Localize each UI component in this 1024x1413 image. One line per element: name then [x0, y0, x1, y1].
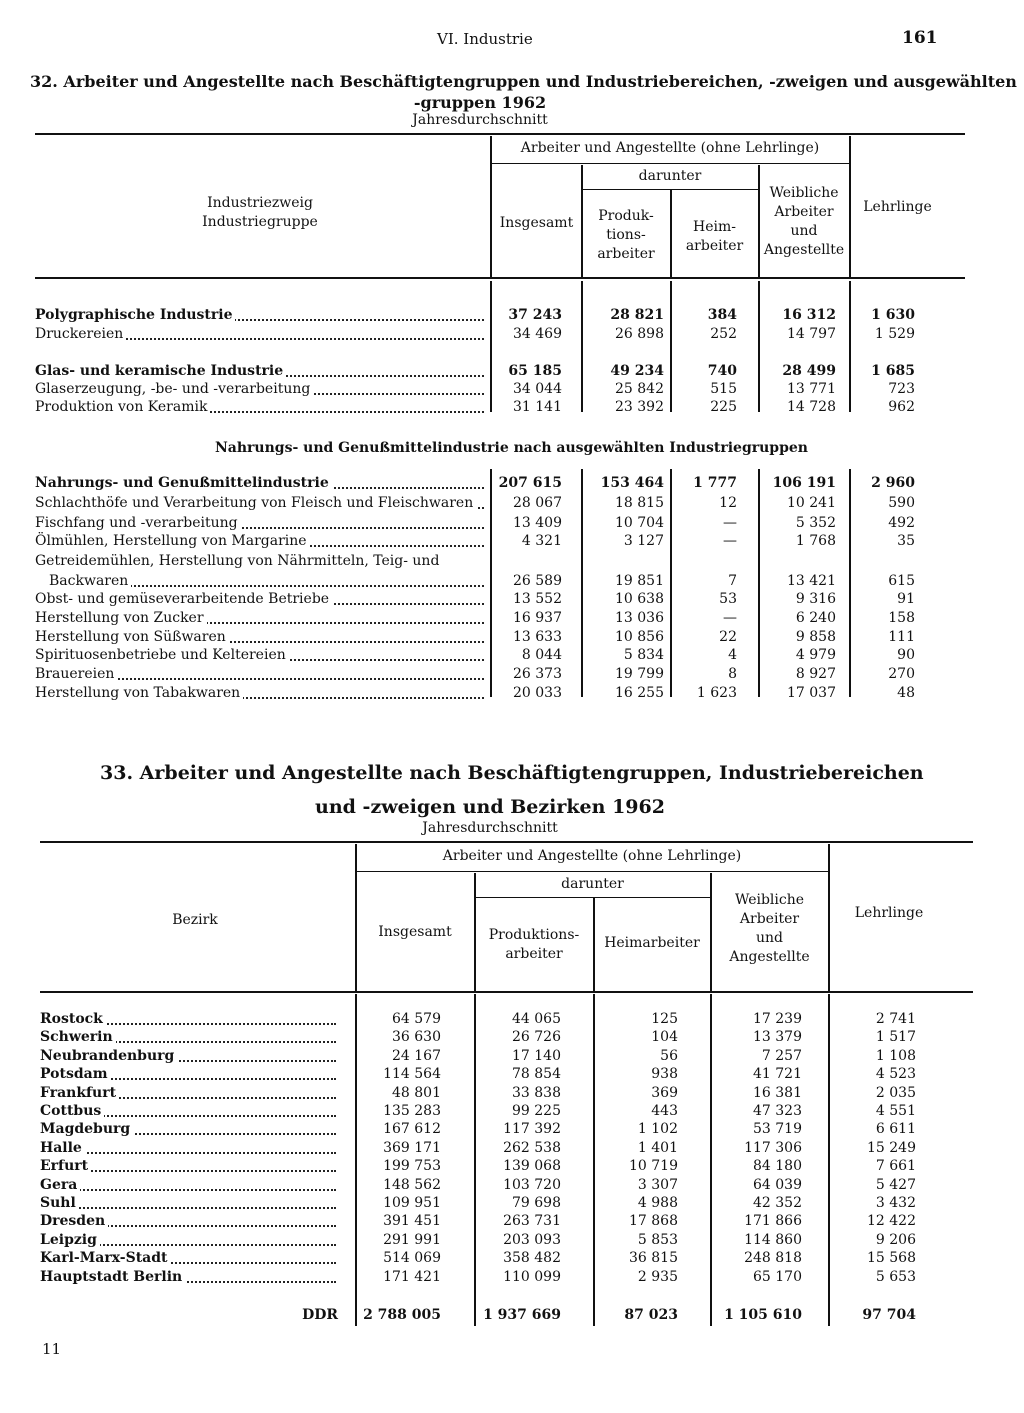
table32-cell-lehrlinge: 91: [897, 591, 915, 607]
table33-cell-heimarbeiter: 5 853: [637, 1232, 678, 1248]
table32-cell-heimarbeiter: 4: [728, 647, 737, 663]
table32-row-label: [35, 665, 484, 683]
table32-cell-lehrlinge: 590: [888, 495, 915, 511]
table33-prod-header: [475, 926, 593, 964]
running-head: VI. Industrie: [437, 30, 533, 48]
table33-row-label: [40, 1028, 336, 1046]
table33-cell-produktionsarbeiter: 17 140: [512, 1048, 561, 1064]
table33-cell-insgesamt: 291 991: [383, 1232, 441, 1248]
table33-group-rule: [356, 871, 828, 872]
table32-cell-weibliche: 14 728: [787, 399, 836, 415]
table33-cell-weibliche: 17 239: [753, 1011, 802, 1027]
table33-cell-insgesamt: 135 283: [383, 1103, 441, 1119]
table32-cell-weibliche: 13 421: [787, 573, 836, 589]
table33-title-line1: 33. Arbeiter und Angestellte nach Beschäftigtengruppen, Industriebereichen: [100, 762, 924, 784]
table33-row-label: [40, 1176, 336, 1194]
table33-cell-weibliche: 114 860: [744, 1232, 802, 1248]
table33-cell-produktionsarbeiter: 117 392: [503, 1121, 561, 1137]
table33-cell-lehrlinge: 2 741: [875, 1011, 916, 1027]
table33-cell-heimarbeiter: 2 935: [637, 1269, 678, 1285]
table32-cell-produktionsarbeiter: 28 821: [610, 307, 664, 323]
row-label-text: Glas- und keramische Industrie: [35, 363, 286, 379]
table32-cell-lehrlinge: 615: [888, 573, 915, 589]
table32-cell-heimarbeiter: 8: [728, 666, 737, 682]
table32-cell-insgesamt: 20 033: [513, 685, 562, 701]
table33-total-produktionsarbeiter: 1 937 669: [483, 1307, 561, 1323]
row-label-text: Glaserzeugung, -be- und -verarbeitung: [35, 381, 313, 397]
table32-cell-heimarbeiter: —: [723, 515, 737, 531]
table33-head-rule: [40, 991, 973, 993]
table32-cell-heimarbeiter: 1 777: [693, 475, 737, 491]
row-label-text: Schlachthöfe und Verarbeitung von Fleisch und Fleischwaren: [35, 495, 476, 511]
table33-cell-produktionsarbeiter: 33 838: [512, 1085, 561, 1101]
row-label-text: Polygraphische Industrie: [35, 307, 235, 323]
table33-top-rule: [40, 841, 973, 843]
table33-cell-insgesamt: 48 801: [392, 1085, 441, 1101]
stub-line: Industriegruppe: [202, 214, 318, 230]
table32-cell-produktionsarbeiter: 23 392: [615, 399, 664, 415]
table33-cell-weibliche: 53 719: [753, 1121, 802, 1137]
table33-cell-insgesamt: 391 451: [383, 1213, 441, 1229]
table33-cell-heimarbeiter: 125: [651, 1011, 678, 1027]
header-line: Produk-: [598, 208, 654, 224]
table33-cell-produktionsarbeiter: 79 698: [512, 1195, 561, 1211]
header-line: tions-: [606, 227, 646, 243]
table32-row-label: [35, 362, 484, 380]
table32-group-rule: [491, 163, 849, 164]
table33-cell-weibliche: 41 721: [753, 1066, 802, 1082]
table33-cell-insgesamt: 114 564: [383, 1066, 441, 1082]
table32-cell-insgesamt: 26 373: [513, 666, 562, 682]
header-line: Weibliche: [769, 185, 839, 201]
table32-cell-insgesamt: 207 615: [498, 475, 562, 491]
table32-cell-insgesamt: 65 185: [508, 363, 562, 379]
row-label-text: Halle: [40, 1140, 85, 1156]
row-label-text: Neubrandenburg: [40, 1048, 177, 1064]
table33-cell-produktionsarbeiter: 203 093: [503, 1232, 561, 1248]
header-line: arbeiter: [685, 238, 744, 254]
table32-cell-insgesamt: 13 552: [513, 591, 562, 607]
table32-weibl-header: [759, 184, 849, 260]
table33-cell-heimarbeiter: 104: [651, 1029, 678, 1045]
table32-cell-weibliche: 6 240: [795, 610, 836, 626]
table32-cell-produktionsarbeiter: 3 127: [623, 533, 664, 549]
table32-cell-produktionsarbeiter: 10 704: [615, 515, 664, 531]
table33-cell-produktionsarbeiter: 263 731: [503, 1213, 561, 1229]
row-label-text: Leipzig: [40, 1232, 100, 1248]
table32-cell-weibliche: 5 352: [795, 515, 836, 531]
table32-cell-heimarbeiter: 7: [728, 573, 737, 589]
table32-row-label: [35, 514, 484, 532]
table33-cell-insgesamt: 109 951: [383, 1195, 441, 1211]
table33-total-label: DDR: [302, 1307, 338, 1323]
table33-row-label: [40, 1194, 336, 1212]
table32-cell-lehrlinge: 35: [897, 533, 915, 549]
table32-cell-produktionsarbeiter: 19 851: [615, 573, 664, 589]
table33-cell-weibliche: 64 039: [753, 1177, 802, 1193]
table32-darunter-header: darunter: [638, 168, 702, 184]
table32-stub-header: [160, 194, 360, 232]
table33-cell-insgesamt: 167 612: [383, 1121, 441, 1137]
header-line: arbeiter: [597, 246, 655, 262]
table32-row-label: [35, 325, 484, 343]
table32-row-label: [35, 684, 484, 702]
table33-cell-lehrlinge: 15 249: [867, 1140, 916, 1156]
table33-cell-lehrlinge: 15 568: [867, 1250, 916, 1266]
row-label-text: Frankfurt: [40, 1085, 119, 1101]
row-label-text: Karl-Marx-Stadt: [40, 1250, 171, 1266]
header-line: Angestellte: [729, 949, 810, 965]
header-line: Angestellte: [763, 242, 845, 258]
table33-total-heimarbeiter: 87 023: [624, 1307, 678, 1323]
table33-cell-produktionsarbeiter: 103 720: [503, 1177, 561, 1193]
table32-cell-insgesamt: 26 589: [513, 573, 562, 589]
table32-section-heading: Nahrungs- und Genußmittelindustrie nach ausgewählten Industriegruppen: [215, 440, 808, 456]
row-label-text: Brauereien: [35, 666, 117, 682]
table32-cell-insgesamt: 34 044: [513, 381, 562, 397]
table33-row-label: [40, 1231, 336, 1249]
table32-row-label: [49, 572, 484, 590]
table33-cell-lehrlinge: 4 523: [875, 1066, 916, 1082]
table32-cell-insgesamt: 8 044: [521, 647, 562, 663]
table33-row-label: [40, 1120, 336, 1138]
row-label-text: Ölmühlen, Herstellung von Margarine: [35, 533, 310, 549]
table32-cell-insgesamt: 31 141: [513, 399, 562, 415]
table32-subtitle: Jahresdurchschnitt: [412, 112, 548, 128]
row-label-text: Produktion von Keramik: [35, 399, 210, 415]
table33-cell-produktionsarbeiter: 99 225: [512, 1103, 561, 1119]
row-label-text: Herstellung von Tabakwaren: [35, 685, 243, 701]
table33-cell-lehrlinge: 2 035: [875, 1085, 916, 1101]
table32-title-line1: 32. Arbeiter und Angestellte nach Beschäftigtengruppen und Industriebereichen, -zweigen und ausgewählten: [30, 72, 1017, 91]
table33-cell-produktionsarbeiter: 44 065: [512, 1011, 561, 1027]
table33-cell-weibliche: 16 381: [753, 1085, 802, 1101]
table33-cell-heimarbeiter: 4 988: [637, 1195, 678, 1211]
table32-row-label: [35, 494, 484, 512]
table33-cell-lehrlinge: 5 653: [875, 1269, 916, 1285]
table33-cell-weibliche: 42 352: [753, 1195, 802, 1211]
table32-cell-weibliche: 106 191: [772, 475, 836, 491]
table32-cell-heimarbeiter: 384: [707, 307, 737, 323]
table33-group-header: Arbeiter und Angestellte (ohne Lehrlinge): [442, 848, 742, 864]
table32-cell-produktionsarbeiter: 18 815: [615, 495, 664, 511]
table32-cell-heimarbeiter: —: [723, 610, 737, 626]
table33-total-lehrlinge: 97 704: [862, 1307, 916, 1323]
table33-cell-heimarbeiter: 3 307: [637, 1177, 678, 1193]
table32-cell-weibliche: 28 499: [782, 363, 836, 379]
table32-cell-produktionsarbeiter: 5 834: [623, 647, 664, 663]
table33-subtitle: Jahresdurchschnitt: [422, 820, 558, 836]
row-label-text: Fischfang und -verarbeitung: [35, 515, 241, 531]
row-label-text: Hauptstadt Berlin: [40, 1269, 185, 1285]
row-label-text: Backwaren: [49, 573, 131, 589]
table33-title-line2: und -zweigen und Bezirken 1962: [315, 796, 665, 818]
table33-cell-lehrlinge: 6 611: [875, 1121, 916, 1137]
table32-row-label: [35, 646, 484, 664]
table32-cell-weibliche: 17 037: [787, 685, 836, 701]
table33-cell-heimarbeiter: 938: [651, 1066, 678, 1082]
row-label-text: Dresden: [40, 1213, 108, 1229]
table33-cell-insgesamt: 148 562: [383, 1177, 441, 1193]
header-line: arbeiter: [505, 946, 563, 962]
row-label-text: Gera: [40, 1177, 80, 1193]
table33-cell-insgesamt: 36 630: [392, 1029, 441, 1045]
table32-cell-produktionsarbeiter: 25 842: [615, 381, 664, 397]
table32-darunter-rule: [582, 189, 758, 190]
table33-cell-heimarbeiter: 56: [660, 1048, 678, 1064]
row-label-text: Potsdam: [40, 1066, 111, 1082]
table33-cell-lehrlinge: 5 427: [875, 1177, 916, 1193]
table33-cell-produktionsarbeiter: 78 854: [512, 1066, 561, 1082]
table33-cell-heimarbeiter: 369: [651, 1085, 678, 1101]
table32-cell-insgesamt: 28 067: [513, 495, 562, 511]
table32-row-label: [35, 552, 484, 570]
table32-cell-lehrlinge: 48: [897, 685, 915, 701]
table32-cell-heimarbeiter: 225: [710, 399, 737, 415]
table32-row-label: [35, 380, 484, 398]
table33-cell-lehrlinge: 9 206: [875, 1232, 916, 1248]
table32-cell-lehrlinge: 2 960: [871, 475, 915, 491]
table33-cell-heimarbeiter: 443: [651, 1103, 678, 1119]
table33-vline: [355, 844, 357, 991]
table32-cell-lehrlinge: 1 630: [871, 307, 915, 323]
table32-cell-weibliche: 16 312: [782, 307, 836, 323]
header-line: Produktions-: [488, 927, 580, 943]
table33-stub-header: Bezirk: [172, 912, 218, 928]
table33-cell-heimarbeiter: 1 401: [637, 1140, 678, 1156]
table33-darunter-rule: [475, 897, 710, 898]
table32-cell-produktionsarbeiter: 16 255: [615, 685, 664, 701]
table32-cell-insgesamt: 16 937: [513, 610, 562, 626]
row-label-text: Nahrungs- und Genußmittelindustrie: [35, 475, 332, 491]
table32-cell-heimarbeiter: —: [723, 533, 737, 549]
table33-cell-weibliche: 47 323: [753, 1103, 802, 1119]
table32-row-label: [35, 532, 484, 550]
table33-row-label: [40, 1249, 336, 1267]
table33-cell-insgesamt: 514 069: [383, 1250, 441, 1266]
table33-row-label: [40, 1139, 336, 1157]
table33-row-label: [40, 1065, 336, 1083]
table32-cell-produktionsarbeiter: 13 036: [615, 610, 664, 626]
row-label-text: Obst- und gemüseverarbeitende Betriebe: [35, 591, 332, 607]
table32-cell-weibliche: 8 927: [795, 666, 836, 682]
table32-top-rule: [35, 133, 965, 135]
table32-cell-lehrlinge: 158: [888, 610, 915, 626]
table32-cell-produktionsarbeiter: 26 898: [615, 326, 664, 342]
table32-cell-lehrlinge: 962: [888, 399, 915, 415]
header-line: Heim-: [693, 219, 736, 235]
table32-cell-weibliche: 13 771: [787, 381, 836, 397]
table33-cell-lehrlinge: 3 432: [875, 1195, 916, 1211]
table32-lehr-header: Lehrlinge: [863, 199, 932, 215]
table32-title-line2: -gruppen 1962: [413, 93, 547, 112]
table32-cell-weibliche: 10 241: [787, 495, 836, 511]
table32-cell-heimarbeiter: 1 623: [696, 685, 737, 701]
table33-cell-heimarbeiter: 36 815: [629, 1250, 678, 1266]
row-label-text: Druckereien: [35, 326, 126, 342]
table33-cell-heimarbeiter: 1 102: [637, 1121, 678, 1137]
table33-total-weibliche: 1 105 610: [724, 1307, 802, 1323]
row-label-text: Herstellung von Süßwaren: [35, 629, 229, 645]
table32-cell-lehrlinge: 1 685: [871, 363, 915, 379]
row-label-text: Schwerin: [40, 1029, 116, 1045]
table32-cell-heimarbeiter: 12: [719, 495, 737, 511]
row-label-text: Rostock: [40, 1011, 106, 1027]
table33-total-insgesamt: 2 788 005: [363, 1307, 441, 1323]
table32-cell-weibliche: 4 979: [795, 647, 836, 663]
table32-cell-insgesamt: 37 243: [508, 307, 562, 323]
table33-heim-header: Heimarbeiter: [604, 935, 700, 951]
table32-cell-lehrlinge: 90: [897, 647, 915, 663]
table33-cell-weibliche: 117 306: [744, 1140, 802, 1156]
table33-cell-lehrlinge: 4 551: [875, 1103, 916, 1119]
header-line: Arbeiter: [774, 204, 834, 220]
table32-cell-weibliche: 9 316: [795, 591, 836, 607]
table33-row-label: [40, 1047, 336, 1065]
table32-cell-produktionsarbeiter: 19 799: [615, 666, 664, 682]
table32-row-label: [35, 398, 484, 416]
table32-cell-produktionsarbeiter: 49 234: [610, 363, 664, 379]
table32-cell-heimarbeiter: 515: [710, 381, 737, 397]
table32-cell-heimarbeiter: 740: [707, 363, 737, 379]
table33-cell-lehrlinge: 7 661: [875, 1158, 916, 1174]
table32-cell-produktionsarbeiter: 10 856: [615, 629, 664, 645]
table33-cell-insgesamt: 24 167: [392, 1048, 441, 1064]
table32-cell-weibliche: 1 768: [795, 533, 836, 549]
header-line: und: [756, 930, 783, 946]
table32-insgesamt-header: Insgesamt: [499, 215, 574, 231]
table33-cell-insgesamt: 64 579: [392, 1011, 441, 1027]
table32-cell-heimarbeiter: 22: [719, 629, 737, 645]
table32-row-label: [35, 628, 484, 646]
table33-cell-produktionsarbeiter: 358 482: [503, 1250, 561, 1266]
table33-darunter-header: darunter: [561, 876, 624, 892]
table32-cell-insgesamt: 4 321: [521, 533, 562, 549]
table33-cell-heimarbeiter: 10 719: [629, 1158, 678, 1174]
table33-cell-weibliche: 248 818: [744, 1250, 802, 1266]
table33-cell-weibliche: 13 379: [753, 1029, 802, 1045]
row-label-text: Magdeburg: [40, 1121, 133, 1137]
table32-row-label: [35, 609, 484, 627]
table33-weibl-header: [711, 891, 828, 967]
leader-dots: [40, 1189, 336, 1191]
table33-cell-weibliche: 65 170: [753, 1269, 802, 1285]
table32-cell-produktionsarbeiter: 10 638: [615, 591, 664, 607]
table32-row-label: [35, 474, 484, 492]
table32-row-label: [35, 306, 484, 324]
table32-group-header: Arbeiter und Angestellte (ohne Lehrlinge): [520, 140, 820, 156]
table33-row-label: [40, 1102, 336, 1120]
page-number: 161: [902, 28, 938, 48]
leader-dots: [40, 1207, 336, 1209]
table32-cell-lehrlinge: 270: [888, 666, 915, 682]
table33-cell-produktionsarbeiter: 139 068: [503, 1158, 561, 1174]
table33-cell-insgesamt: 369 171: [383, 1140, 441, 1156]
table33-cell-lehrlinge: 12 422: [867, 1213, 916, 1229]
row-label-text: Spirituosenbetriebe und Keltereien: [35, 647, 289, 663]
table32-cell-heimarbeiter: 252: [710, 326, 737, 342]
table33-cell-insgesamt: 171 421: [383, 1269, 441, 1285]
table32-cell-weibliche: 9 858: [795, 629, 836, 645]
footer-mark: 11: [42, 1340, 62, 1358]
table33-cell-produktionsarbeiter: 262 538: [503, 1140, 561, 1156]
table33-cell-lehrlinge: 1 108: [875, 1048, 916, 1064]
table33-insgesamt-header: Insgesamt: [378, 924, 452, 940]
table33-cell-heimarbeiter: 17 868: [629, 1213, 678, 1229]
row-label-text: Suhl: [40, 1195, 79, 1211]
header-line: Weibliche: [734, 892, 805, 908]
table32-cell-insgesamt: 13 409: [513, 515, 562, 531]
table32-cell-weibliche: 14 797: [787, 326, 836, 342]
table33-lehr-header: Lehrlinge: [854, 905, 924, 921]
table32-cell-lehrlinge: 723: [888, 381, 915, 397]
table33-row-label: [40, 1010, 336, 1028]
table33-cell-produktionsarbeiter: 110 099: [503, 1269, 561, 1285]
table32-prod-header: [582, 207, 670, 264]
row-label-text: Erfurt: [40, 1158, 91, 1174]
table33-cell-weibliche: 171 866: [744, 1213, 802, 1229]
table33-cell-produktionsarbeiter: 26 726: [512, 1029, 561, 1045]
table33-row-label: [40, 1268, 336, 1286]
table33-cell-insgesamt: 199 753: [383, 1158, 441, 1174]
table32-cell-lehrlinge: 492: [888, 515, 915, 531]
table32-cell-lehrlinge: 1 529: [874, 326, 915, 342]
table32-cell-insgesamt: 13 633: [513, 629, 562, 645]
table32-heim-header: [671, 218, 758, 256]
table33-row-label: [40, 1212, 336, 1230]
table33-row-label: [40, 1157, 336, 1175]
table32-cell-lehrlinge: 111: [888, 629, 915, 645]
header-line: und: [790, 223, 818, 239]
table33-cell-weibliche: 7 257: [761, 1048, 802, 1064]
table32-cell-heimarbeiter: 53: [719, 591, 737, 607]
stub-line: Industriezweig: [207, 195, 313, 211]
table32-cell-produktionsarbeiter: 153 464: [600, 475, 664, 491]
row-label-text: Cottbus: [40, 1103, 104, 1119]
row-label-text: Getreidemühlen, Herstellung von Nährmitteln, Teig- und: [35, 553, 442, 569]
table33-cell-lehrlinge: 1 517: [875, 1029, 916, 1045]
row-label-text: Herstellung von Zucker: [35, 610, 207, 626]
table32-head-rule: [35, 277, 965, 279]
table32-cell-insgesamt: 34 469: [513, 326, 562, 342]
table33-row-label: [40, 1084, 336, 1102]
table32-row-label: [35, 590, 484, 608]
header-line: Arbeiter: [739, 911, 800, 927]
table33-cell-weibliche: 84 180: [753, 1158, 802, 1174]
